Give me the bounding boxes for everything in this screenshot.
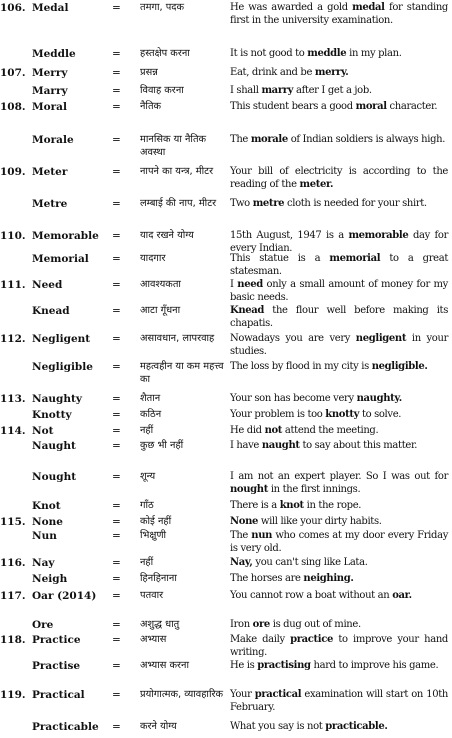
hindi-meaning: नहीं: [140, 425, 154, 436]
highlighted-word: meter.: [299, 178, 334, 190]
highlighted-word: naught: [261, 440, 300, 451]
entry-word: Marry: [32, 85, 68, 97]
highlighted-word: Nay,: [230, 557, 253, 568]
sentence-text: only a small amount of money for my basic needs.: [230, 279, 448, 303]
sentence-text: The: [230, 134, 251, 145]
example-sentence: [230, 253, 448, 278]
hindi-meaning: अभ्यास: [140, 634, 167, 645]
highlighted-word: meddle: [307, 48, 347, 59]
example-sentence: [230, 305, 448, 330]
equals-sign: =: [112, 333, 121, 345]
highlighted-word: memorial: [329, 253, 381, 264]
sentence-text: the flour well before making its chapatis.: [230, 305, 448, 329]
entry-word: Practicable: [32, 721, 99, 733]
hindi-meaning: करने योग्य: [140, 721, 177, 732]
equals-sign: =: [112, 166, 121, 178]
highlighted-word: need: [237, 279, 263, 290]
sentence-text: He did: [230, 425, 265, 436]
entry-word: Naughty: [32, 393, 82, 405]
highlighted-word: negligent: [355, 333, 407, 344]
example-sentence: [230, 230, 448, 255]
sentence-text: It is not good to: [230, 48, 308, 59]
sentence-text: in the first innings.: [268, 483, 361, 495]
highlighted-word: neighing.: [303, 573, 354, 584]
equals-sign: =: [112, 393, 121, 405]
entry-number: 110.: [0, 230, 26, 242]
equals-sign: =: [112, 230, 121, 242]
equals-sign: =: [112, 530, 121, 542]
entry-word: None: [32, 516, 63, 528]
entry-number: 109.: [0, 166, 26, 178]
entry-word: Metre: [32, 198, 68, 210]
entry-number: 106.: [0, 2, 26, 14]
highlighted-word: metre: [252, 198, 285, 209]
sentence-text: examination will start on 10th February.: [230, 689, 448, 713]
example-sentence: [230, 471, 448, 496]
sentence-text: Your: [230, 689, 255, 700]
highlighted-word: moral: [355, 101, 387, 112]
entry-word: Neigh: [32, 573, 68, 585]
highlighted-word: merry.: [314, 67, 349, 78]
sentence-text: you can't sing like Lata.: [252, 557, 368, 568]
equals-sign: =: [112, 590, 121, 602]
hindi-meaning: अभ्यास करना: [140, 660, 190, 671]
equals-sign: =: [112, 198, 121, 210]
equals-sign: =: [112, 2, 121, 14]
hindi-meaning: तमगा, पदक: [140, 2, 185, 13]
example-sentence: [230, 198, 448, 211]
equals-sign: =: [112, 85, 121, 97]
entry-number: 112.: [0, 333, 26, 345]
entry-word: Merry: [32, 67, 68, 79]
equals-sign: =: [112, 557, 121, 569]
equals-sign: =: [112, 253, 121, 265]
hindi-meaning: शैतान: [140, 393, 161, 404]
sentence-text: to improve your hand writing.: [230, 634, 448, 658]
equals-sign: =: [112, 573, 121, 585]
example-sentence: [230, 333, 448, 358]
example-sentence: [230, 425, 448, 438]
example-sentence: [230, 393, 448, 406]
highlighted-word: nought: [230, 483, 268, 495]
sentence-text: in my plan.: [346, 48, 402, 59]
sentence-text: I am not an expert player. So I was out for: [230, 471, 448, 482]
entry-number: 118.: [0, 634, 26, 646]
equals-sign: =: [112, 48, 121, 60]
sentence-text: The: [230, 530, 252, 541]
highlighted-word: marry: [261, 85, 294, 96]
example-sentence: [230, 557, 448, 570]
example-sentence: [230, 573, 448, 586]
hindi-meaning: पतवार: [140, 590, 164, 601]
highlighted-word: naughty.: [356, 393, 402, 404]
equals-sign: =: [112, 500, 121, 512]
entry-word: Ore: [32, 619, 54, 631]
example-sentence: [230, 530, 448, 555]
hindi-meaning: शून्य: [140, 471, 156, 482]
hindi-meaning: प्रसन्न: [140, 67, 158, 78]
highlighted-word: None: [230, 516, 259, 527]
highlighted-word: oar.: [392, 590, 412, 601]
sentence-text: He was awarded a gold: [230, 2, 353, 13]
example-sentence: [230, 67, 448, 80]
hindi-meaning: कोई नहीं: [140, 516, 172, 527]
equals-sign: =: [112, 305, 121, 317]
example-sentence: [230, 500, 448, 513]
sentence-text: for standing first in the university examination.: [230, 2, 448, 26]
equals-sign: =: [112, 425, 121, 437]
entry-word: Knot: [32, 500, 61, 512]
equals-sign: =: [112, 409, 121, 421]
entry-word: Need: [32, 279, 63, 291]
sentence-text: What you say is not: [230, 721, 326, 732]
entry-word: Memorable: [32, 230, 99, 242]
sentence-text: Your problem is too: [230, 409, 326, 420]
hindi-meaning: कुछ भी नहीं: [140, 440, 184, 451]
entry-word: Moral: [32, 101, 67, 113]
highlighted-word: knotty: [325, 409, 360, 420]
equals-sign: =: [112, 279, 121, 291]
sentence-text: cloth is needed for your shirt.: [284, 198, 427, 209]
sentence-text: to a great statesman.: [230, 253, 448, 277]
highlighted-word: ore: [252, 619, 270, 630]
example-sentence: [230, 721, 448, 734]
example-sentence: [230, 85, 448, 98]
example-sentence: [230, 590, 448, 603]
sentence-text: Nowadays you are very: [230, 333, 356, 344]
hindi-meaning: यादगार: [140, 253, 166, 264]
equals-sign: =: [112, 619, 121, 631]
example-sentence: [230, 2, 448, 27]
entry-number: 117.: [0, 590, 26, 602]
example-sentence: [230, 361, 448, 374]
highlighted-word: nun: [251, 530, 273, 541]
sentence-text: The horses are: [230, 573, 304, 584]
entry-word: Oar (2014): [32, 590, 97, 602]
hindi-meaning: आवश्यकता: [140, 279, 181, 290]
entry-number: 111.: [0, 279, 26, 291]
highlighted-word: practice: [290, 634, 333, 645]
hindi-meaning: हस्तक्षेप करना: [140, 48, 190, 59]
entry-word: Morale: [32, 134, 74, 146]
hindi-meaning: नहीं: [140, 557, 154, 568]
entry-word: Memorial: [32, 253, 89, 265]
hindi-meaning: गाँठ: [140, 500, 154, 511]
sentence-text: This student bears a good: [230, 101, 356, 112]
entry-word: Negligible: [32, 361, 93, 373]
entry-word: Meter: [32, 166, 68, 178]
highlighted-word: negligible.: [371, 361, 428, 372]
sentence-text: I: [230, 279, 238, 290]
entry-word: Negligent: [32, 333, 91, 345]
example-sentence: [230, 634, 448, 659]
highlighted-word: morale: [250, 134, 288, 145]
equals-sign: =: [112, 660, 121, 672]
sentence-text: Make daily: [230, 634, 291, 645]
example-sentence: [230, 48, 448, 61]
sentence-text: I shall: [230, 85, 262, 96]
sentence-text: He is: [230, 660, 258, 671]
equals-sign: =: [112, 101, 121, 113]
hindi-meaning: महत्वहीन या कम महत्त्व का: [140, 361, 224, 385]
hindi-meaning: अशुद्ध धातु: [140, 619, 180, 630]
entry-word: Meddle: [32, 48, 76, 60]
example-sentence: [230, 516, 448, 529]
entry-word: Naught: [32, 440, 76, 452]
entry-word: Knead: [32, 305, 70, 317]
equals-sign: =: [112, 516, 121, 528]
example-sentence: [230, 689, 448, 714]
sentence-text: You cannot row a boat without an: [230, 590, 393, 601]
sentence-text: in your studies.: [230, 333, 448, 357]
highlighted-word: memorable: [348, 230, 409, 241]
sentence-text: There is a: [230, 500, 280, 511]
entry-number: 119.: [0, 689, 26, 701]
entry-number: 107.: [0, 67, 26, 79]
equals-sign: =: [112, 689, 121, 701]
example-sentence: [230, 101, 448, 114]
example-sentence: [230, 134, 448, 147]
sentence-text: The loss by flood in my city is: [230, 361, 372, 372]
sentence-text: to say about this matter.: [299, 440, 418, 451]
entry-number: 115.: [0, 516, 26, 528]
sentence-text: who comes at my door every Friday is very old.: [230, 530, 448, 554]
equals-sign: =: [112, 634, 121, 646]
highlighted-word: Knead: [230, 305, 265, 316]
equals-sign: =: [112, 721, 121, 733]
hindi-meaning: कठिन: [140, 409, 162, 420]
sentence-text: This statue is a: [230, 253, 330, 264]
highlighted-word: medal: [352, 2, 385, 13]
sentence-text: Your bill of electricity is according to the reading of the: [230, 166, 448, 190]
highlighted-word: practicable.: [325, 721, 388, 732]
sentence-text: 15th August, 1947 is a: [230, 230, 349, 241]
entry-word: Not: [32, 425, 54, 437]
example-sentence: [230, 440, 448, 453]
equals-sign: =: [112, 67, 121, 79]
example-sentence: [230, 166, 448, 191]
entry-word: Practise: [32, 660, 81, 672]
entry-word: Practical: [32, 689, 85, 701]
example-sentence: [230, 409, 448, 422]
entry-number: 114.: [0, 425, 26, 437]
hindi-meaning: प्रयोगात्मक, व्यावहारिक: [140, 689, 224, 700]
entry-word: Knotty: [32, 409, 72, 421]
highlighted-word: not: [264, 425, 283, 436]
highlighted-word: knot: [279, 500, 304, 511]
hindi-meaning: असावधान, लापरवाह: [140, 333, 215, 344]
sentence-text: Eat, drink and be: [230, 67, 315, 78]
equals-sign: =: [112, 134, 121, 146]
example-sentence: [230, 619, 448, 632]
sentence-text: after I get a job.: [293, 85, 372, 96]
hindi-meaning: आटा गूँधना: [140, 305, 181, 316]
entry-word: Nun: [32, 530, 57, 542]
sentence-text: Iron: [230, 619, 253, 630]
sentence-text: is dug out of mine.: [269, 619, 361, 630]
sentence-text: I have: [230, 440, 262, 451]
sentence-text: of Indian soldiers is always high.: [287, 134, 446, 145]
entry-word: Medal: [32, 2, 69, 14]
sentence-text: attend the meeting.: [282, 425, 379, 436]
entry-word: Practice: [32, 634, 81, 646]
sentence-text: in the rope.: [303, 500, 362, 511]
hindi-meaning: नैतिक: [140, 101, 162, 112]
hindi-meaning: मानसिक या नैतिक अवस्था: [140, 134, 207, 158]
entry-number: 116.: [0, 557, 26, 569]
equals-sign: =: [112, 440, 121, 452]
hindi-meaning: नापने का यन्त्र, मीटर: [140, 166, 214, 177]
entry-word: Nought: [32, 471, 77, 483]
sentence-text: day for every Indian.: [230, 230, 448, 254]
equals-sign: =: [112, 361, 121, 373]
example-sentence: [230, 660, 448, 673]
sentence-text: to solve.: [359, 409, 402, 420]
entry-word: Nay: [32, 557, 55, 569]
hindi-meaning: भिक्षुणी: [140, 530, 167, 541]
example-sentence: [230, 279, 448, 304]
highlighted-word: practising: [257, 660, 311, 671]
sentence-text: will like your dirty habits.: [258, 516, 382, 527]
sentence-text: Your son has become very: [230, 393, 357, 404]
sentence-text: character.: [386, 101, 438, 112]
sentence-text: Two: [230, 198, 253, 209]
equals-sign: =: [112, 471, 121, 483]
entry-number: 108.: [0, 101, 26, 113]
hindi-meaning: याद रखने योग्य: [140, 230, 194, 241]
hindi-meaning: लम्बाई की नाप, मीटर: [140, 198, 217, 209]
highlighted-word: practical: [254, 689, 302, 700]
sentence-text: hard to improve his game.: [310, 660, 439, 671]
hindi-meaning: विवाह करना: [140, 85, 184, 96]
entry-number: 113.: [0, 393, 26, 405]
hindi-meaning: हिनहिनाना: [140, 573, 177, 584]
